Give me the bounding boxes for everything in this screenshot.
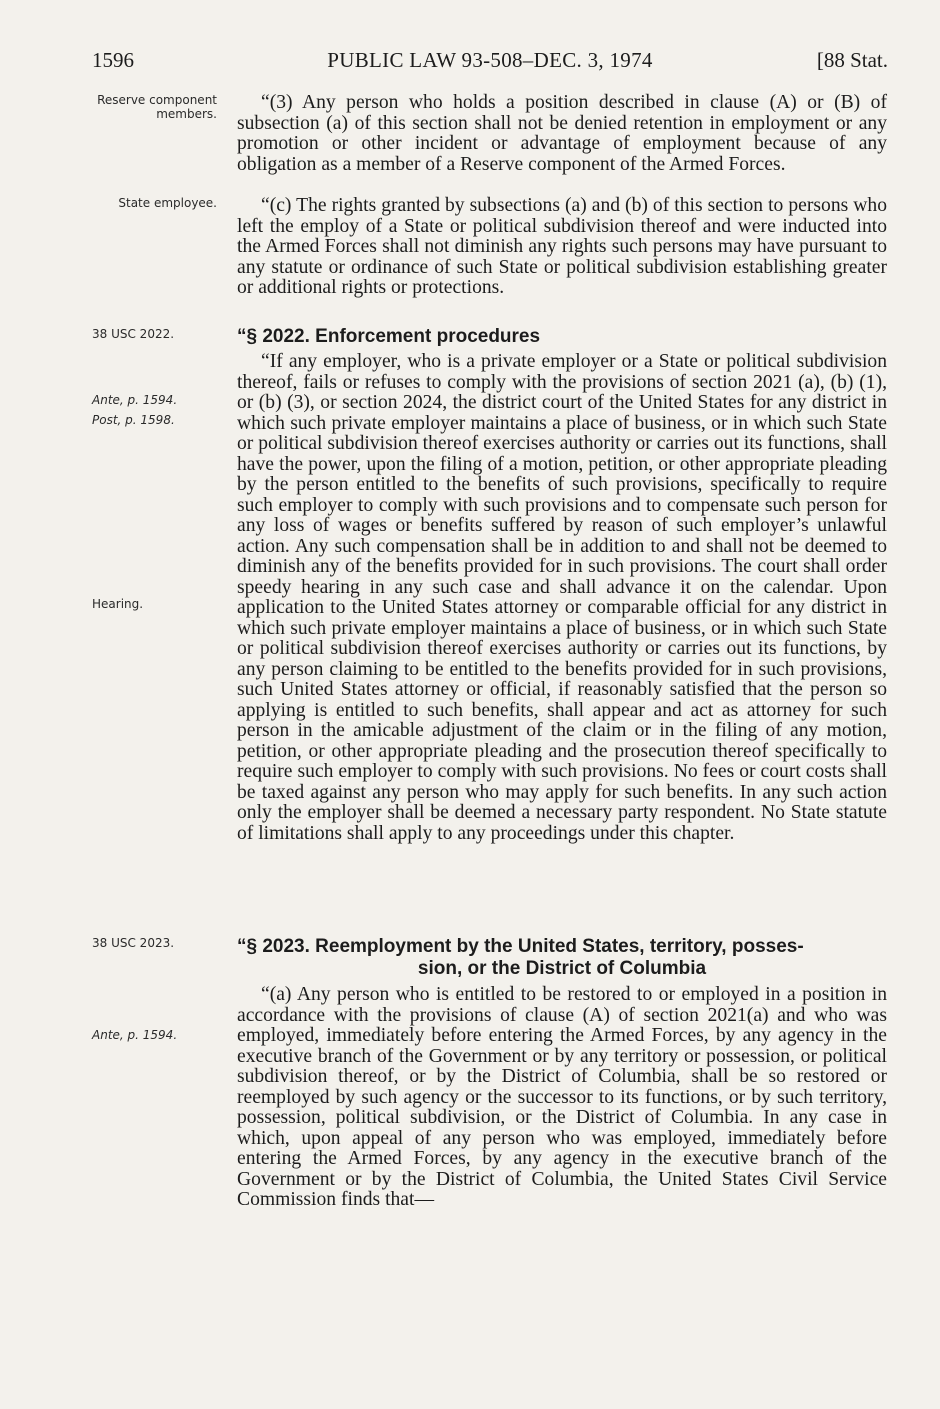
- section-heading-2023-line2: sion, or the District of Columbia: [417, 958, 707, 979]
- margin-note-ante-1594-second: Ante, p. 1594.: [92, 1028, 178, 1042]
- margin-note-hearing: Hearing.: [92, 597, 144, 611]
- statute-volume: [88 Stat.: [816, 48, 888, 72]
- paragraph-c: “(c) The rights granted by subsections (a) and (b) of this section to persons who left the employ of a State or political subdivision thereof and were inducted into the Armed Forces shall not diminish any rights such persons may have pursuant to any statute or ordinance of such State or political subdivision establishing greater or additional rights or protections.: [237, 195, 887, 298]
- paragraph-2023: “(a) Any person who is entitled to be restored to or employed in a position in accordance with the provisions of clause (A) of section 2021(a) and who was employed, immediately before entering the Armed Forces, by any agency in the executive branch of the Government or by any territory or possession, or political subdivision thereof, or by the District of Columbia, shall be so restored or reemployed by such agency or the successor to its functions, or by such territory, possession, political subdivision, or the District of Columbia. In any case in which, upon appeal of any person who was employed, immediately before entering the Armed Forces, by any agency in the executive branch of the Government or by the District of Columbia, the United States Civil Service Commission finds that—: [237, 984, 887, 1210]
- page-number: 1596: [92, 48, 134, 72]
- section-heading-2023-line1: “§ 2023. Reemployment by the United States, territory, posses-: [237, 936, 804, 957]
- running-header: [92, 48, 888, 78]
- margin-note-post-1598: Post, p. 1598.: [92, 413, 175, 427]
- margin-note-usc-2022: 38 USC 2022.: [92, 327, 175, 341]
- page-title: PUBLIC LAW 93-508–DEC. 3, 1974: [327, 48, 653, 72]
- paragraph-2022: “If any employer, who is a private employer or a State or political subdivision thereof, fails or refuses to comply with the provisions of section 2021 (a), (b) (1), or (b) (3), or section 2024, the district court of the United States for any district in which such private employer maintains a place of business, or in which such State or political subdivision thereof exercises authority or carries out its functions, shall have the power, upon the filing of a motion, petition, or other appropriate pleading by the person entitled to the benefits of such provisions, specifically to require such employer to comply with such provisions and to compensate such person for any loss of wages or benefits suffered by reason of such employer’s unlawful action. Any such compensation shall be in addition to and shall not be deemed to diminish any of the benefits provided for in such provisions. The court shall order speedy hearing in any such case and shall advance it on the calendar. Upon application to the United States attorney or comparable official for any district in which such private employer maintains a place of business, or in which such State or political subdivision thereof exercises authority or carries out its functions, by any person claiming to be entitled to the benefits provided for in such provisions, such United States attorney or official, if reasonably satisfied that the person so applying is entitled to such benefits, shall appear and act as attorney for such person in the amicable adjustment of the claim or in the filing of any motion, petition, or other appropriate pleading and the prosecution thereof specifically to require such employer to comply with such provisions. No fees or court costs shall be taxed against any person who may apply for such benefits. In any such action only the employer shall be deemed a necessary party respondent. No State statute of limitations shall apply to any proceedings under this chapter.: [237, 351, 887, 844]
- margin-note-ante-1594: Ante, p. 1594.: [92, 393, 178, 407]
- paragraph-3: “(3) Any person who holds a position described in clause (A) or (B) of subsection (a) of this section shall not be denied retention in employment or any promotion or other incident or advantage of employment because of any obligation as a member of a Reserve component of the Armed Forces.: [237, 92, 887, 175]
- section-heading-2022: “§ 2022. Enforcement procedures: [237, 326, 541, 347]
- margin-note-usc-2023: 38 USC 2023.: [92, 936, 175, 950]
- margin-note-state-employee: State employee.: [118, 196, 217, 210]
- margin-note-reserve: Reserve component members.: [97, 93, 217, 121]
